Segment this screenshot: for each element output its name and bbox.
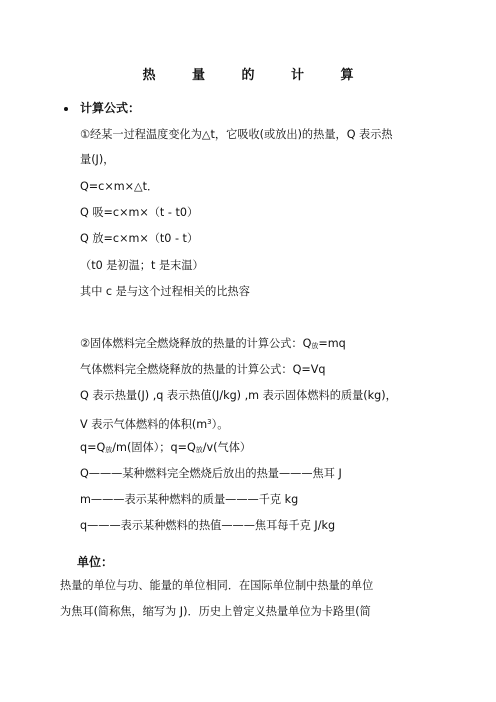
symbols-line-1: Q 表示热量(J) ,q 表示热值(J/kg) ,m 表示固体燃料的质量(kg)， bbox=[80, 389, 397, 402]
formula-line-3: Q=c×m×△t． bbox=[80, 180, 159, 193]
formula-line-5: Q 放=c×m×（t0 - t） bbox=[80, 232, 199, 245]
fuel-formula-sub: 放 bbox=[311, 342, 319, 350]
definition-m: m———表示某种燃料的质量———千克 kg bbox=[80, 493, 299, 506]
heat-value-sub1: 放 bbox=[105, 446, 113, 454]
fuel-formula-line bbox=[80, 337, 346, 353]
unit-heading: 单位： bbox=[77, 555, 114, 569]
formula-line-2: 量(J)， bbox=[80, 153, 115, 166]
symbols-line-2-sup: 3 bbox=[207, 418, 212, 426]
fuel-formula-prefix: ②固体燃料完全燃烧释放的热量的计算公式：Q bbox=[80, 337, 312, 350]
heat-value-c: /v(气体） bbox=[202, 441, 252, 454]
unit-paragraph-line-1: 热量的单位与功、能量的单位相同．在国际单位制中热量的单位 bbox=[60, 579, 374, 592]
bullet-icon bbox=[64, 107, 68, 111]
formula-line-6: （t0 是初温；t 是末温） bbox=[80, 259, 204, 272]
formula-line-4: Q 吸=c×m×（t - t0） bbox=[80, 206, 199, 219]
definition-qvalue: q———表示某种燃料的热值———焦耳每千克 J/kg bbox=[80, 519, 336, 532]
formula-line-7: 其中 c 是与这个过程相关的比热容 bbox=[80, 285, 250, 298]
symbols-line-2-prefix: V 表示气体燃料的体积(m bbox=[80, 418, 208, 431]
symbols-line-2-suffix: ）。 bbox=[211, 418, 229, 431]
symbols-line-2 bbox=[80, 415, 228, 432]
page-title: 热 量 的 计 算 bbox=[142, 68, 370, 83]
fuel-formula-suffix: =mq bbox=[318, 337, 346, 350]
gas-formula-line: 气体燃料完全燃烧释放的热量的计算公式：Q=Vq bbox=[80, 363, 326, 376]
formula-line-1: ①经某一过程温度变化为△t，它吸收(或放出)的热量，Q 表示热 bbox=[80, 128, 393, 141]
formula-heading: 计算公式： bbox=[80, 101, 141, 115]
heat-value-b: /m(固体）；q=Q bbox=[112, 441, 196, 454]
heat-value-formula bbox=[80, 441, 251, 457]
definition-q: Q———某种燃料完全燃烧后放出的热量———焦耳 J bbox=[80, 467, 342, 480]
heat-value-a: q=Q bbox=[80, 441, 106, 454]
unit-paragraph-line-2: 为焦耳(简称焦，缩写为 J)．历史上曾定义热量单位为卡路里(简 bbox=[60, 605, 371, 618]
heat-value-sub2: 放 bbox=[195, 446, 203, 454]
